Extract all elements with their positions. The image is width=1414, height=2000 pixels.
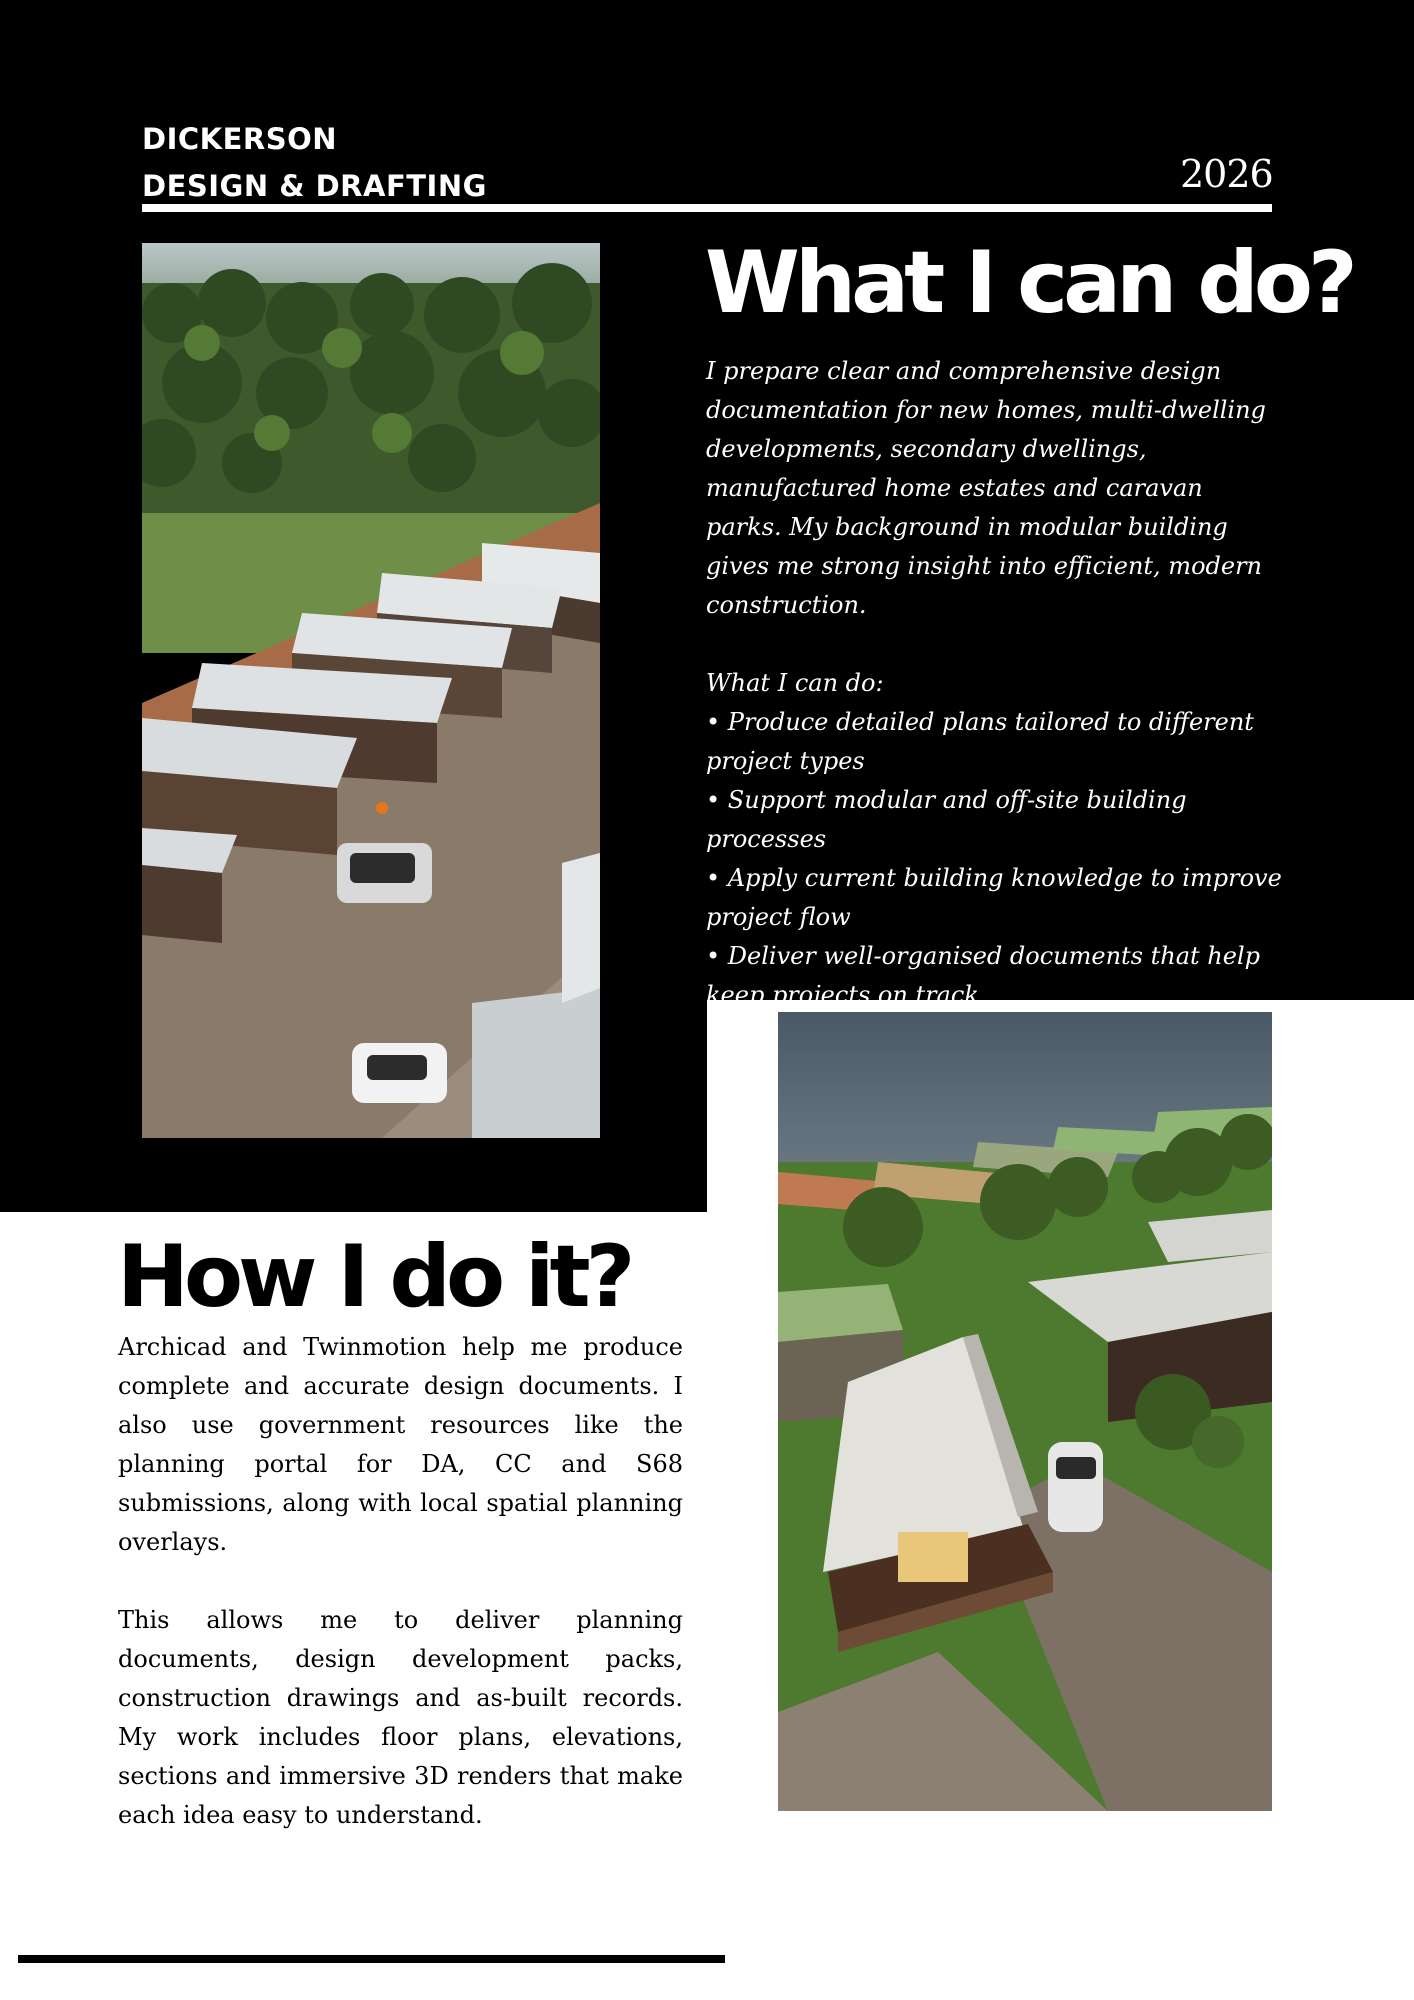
what-heading: What I can do? [705, 233, 1353, 333]
header-divider [142, 204, 1272, 212]
brand-name [142, 116, 487, 210]
list-item: • Support modular and off-site building processes [706, 781, 1286, 859]
aerial-site-photo [142, 243, 600, 1138]
what-intro: I prepare clear and comprehensive design documentation for new homes, multi-dwelling developments, secondary dwellings, manufactured home estates and caravan parks. My background in modular building gives me strong insight into efficient, modern construction. [706, 357, 1266, 619]
render-estate-image [778, 1012, 1272, 1811]
how-heading: How I do it? [117, 1227, 631, 1327]
how-paragraph-1: Archicad and Twinmotion help me produce complete and accurate design documents. I also use government resources like the planning portal for DA, CC and S68 submissions, along with local spatial planning overlays. [118, 1333, 683, 1556]
brand-line-2: DESIGN & DRAFTING [142, 169, 487, 203]
footer-divider [18, 1955, 725, 1963]
list-item: • Produce detailed plans tailored to different project types [706, 703, 1286, 781]
what-list-title: What I can do: [706, 669, 884, 697]
what-list [706, 703, 1286, 1015]
how-paragraph-2: This allows me to deliver planning documents, design development packs, construction drawings and as-built records. My work includes floor plans, elevations, sections and immersive 3D renders that make each idea easy to understand. [118, 1606, 683, 1829]
how-description [118, 1328, 683, 1835]
what-description [706, 352, 1286, 1015]
list-item: • Deliver well-organised documents that help keep projects on track [706, 937, 1286, 1015]
list-item: • Apply current building knowledge to improve project flow [706, 859, 1286, 937]
year-label: 2026 [1180, 152, 1273, 196]
brand-line-1: DICKERSON [142, 122, 338, 156]
